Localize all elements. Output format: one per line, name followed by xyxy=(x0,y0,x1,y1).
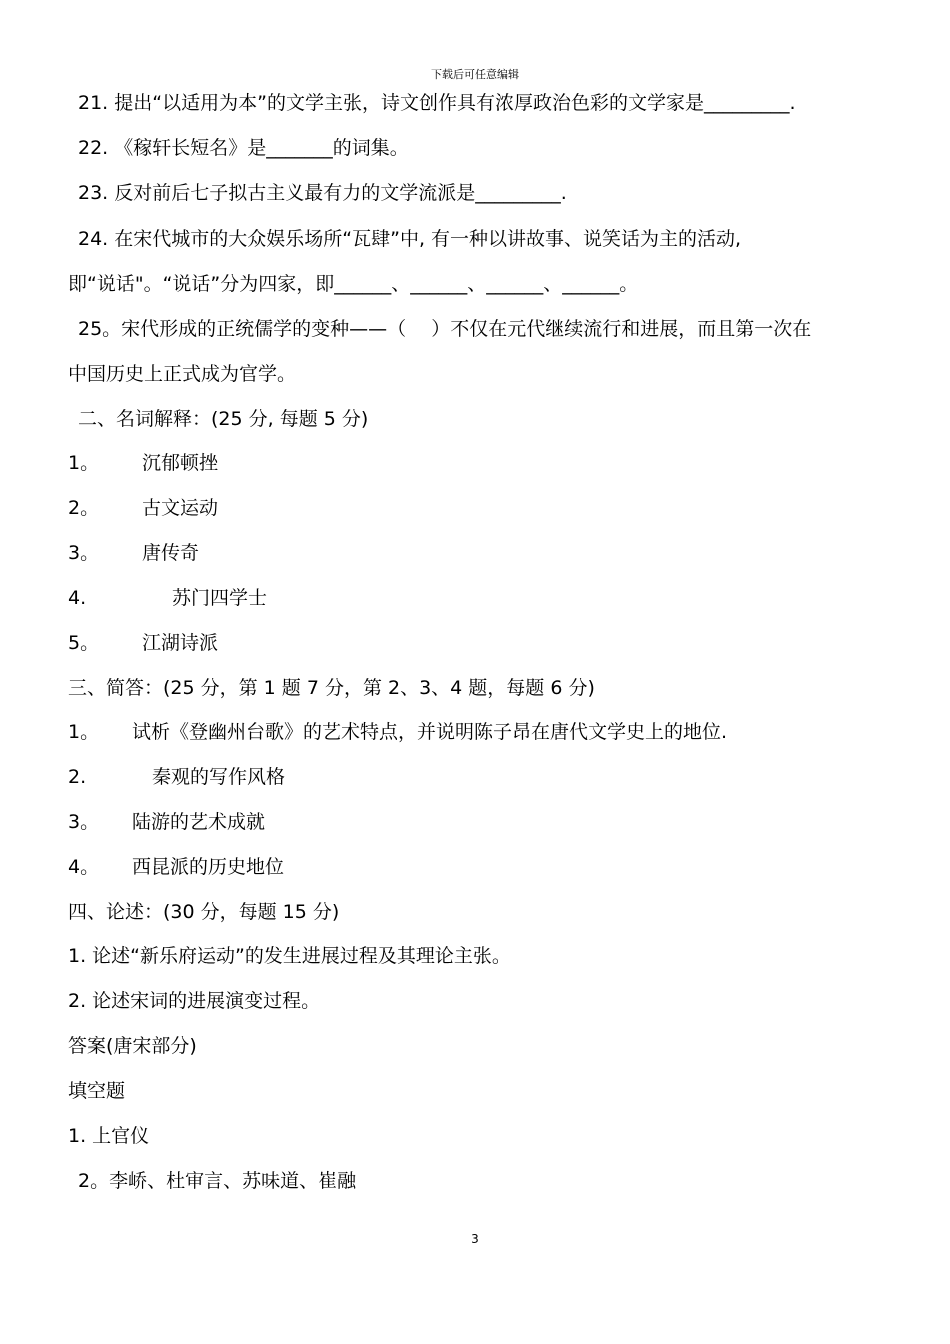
section-2-title: 二、名词解释：(25 分, 每题 5 分) xyxy=(78,408,369,430)
section-3-title: 三、简答：(25 分，第 1 题 7 分，第 2、3、4 题，每题 6 分) xyxy=(68,677,595,699)
item-number: 3。 xyxy=(68,542,100,564)
section-4-item: 1. 论述“新乐府运动”的发生进展过程及其理论主张。 xyxy=(68,945,511,967)
item-number: 5。 xyxy=(68,632,100,654)
section-4-title: 四、论述：(30 分，每题 15 分) xyxy=(68,901,340,923)
item-number: 1。 xyxy=(68,721,100,743)
section-4-item: 2. 论述宋词的进展演变过程。 xyxy=(68,990,321,1012)
item-number: 4。 xyxy=(68,856,100,878)
section-3-item xyxy=(68,809,265,835)
section-3-item xyxy=(68,764,285,790)
item-number: 2. xyxy=(68,766,87,788)
item-number: 3。 xyxy=(68,811,100,833)
question-23: 23. 反对前后七子拟古主义最有力的文学流派是_________. xyxy=(78,182,567,204)
item-text: 试析《登幽州台歌》的艺术特点，并说明陈子昂在唐代文学史上的地位. xyxy=(132,721,728,743)
page-header: 下载后可任意编辑 xyxy=(431,68,519,81)
item-text: 陆游的艺术成就 xyxy=(132,811,266,833)
item-text: 江湖诗派 xyxy=(142,632,219,654)
answers-title: 答案(唐宋部分) xyxy=(68,1035,197,1057)
question-25-line-2: 中国历史上正式成为官学。 xyxy=(68,363,297,385)
question-24-line-2: 即“说话"。“说话”分为四家，即______、______、______、______。 xyxy=(68,273,639,295)
section-2-item xyxy=(68,540,199,566)
question-24-line-1: 24. 在宋代城市的大众娱乐场所“瓦肆”中, 有一种以讲故事、说笑话为主的活动, xyxy=(78,228,742,250)
section-2-item xyxy=(68,585,267,611)
item-text: 唐传奇 xyxy=(142,542,200,564)
item-text: 苏门四学士 xyxy=(172,587,268,609)
section-2-item xyxy=(68,630,218,656)
section-3-item xyxy=(68,719,727,745)
item-text: 西昆派的历史地位 xyxy=(132,856,285,878)
section-3-item xyxy=(68,854,284,880)
question-25-line-1: 25。宋代形成的正统儒学的变种——（ ）不仅在元代继续流行和进展，而且第一次在 xyxy=(78,318,812,340)
answer-item: 2。李峤、杜审言、苏味道、崔融 xyxy=(78,1170,357,1192)
item-text: 秦观的写作风格 xyxy=(152,766,286,788)
item-number: 1。 xyxy=(68,452,100,474)
question-22: 22. 《稼轩长短名》是_______的词集。 xyxy=(78,137,409,159)
item-number: 4. xyxy=(68,587,87,609)
item-number: 2。 xyxy=(68,497,100,519)
section-2-item xyxy=(68,450,218,476)
item-text: 古文运动 xyxy=(142,497,219,519)
question-21: 21. 提出“以适用为本”的文学主张，诗文创作具有浓厚政治色彩的文学家是_________. xyxy=(78,92,796,114)
answer-item: 1. 上官仪 xyxy=(68,1125,150,1147)
section-2-item xyxy=(68,495,218,521)
page-number: 3 xyxy=(471,1232,479,1246)
answers-subtitle: 填空题 xyxy=(68,1080,126,1102)
item-text: 沉郁顿挫 xyxy=(142,452,219,474)
